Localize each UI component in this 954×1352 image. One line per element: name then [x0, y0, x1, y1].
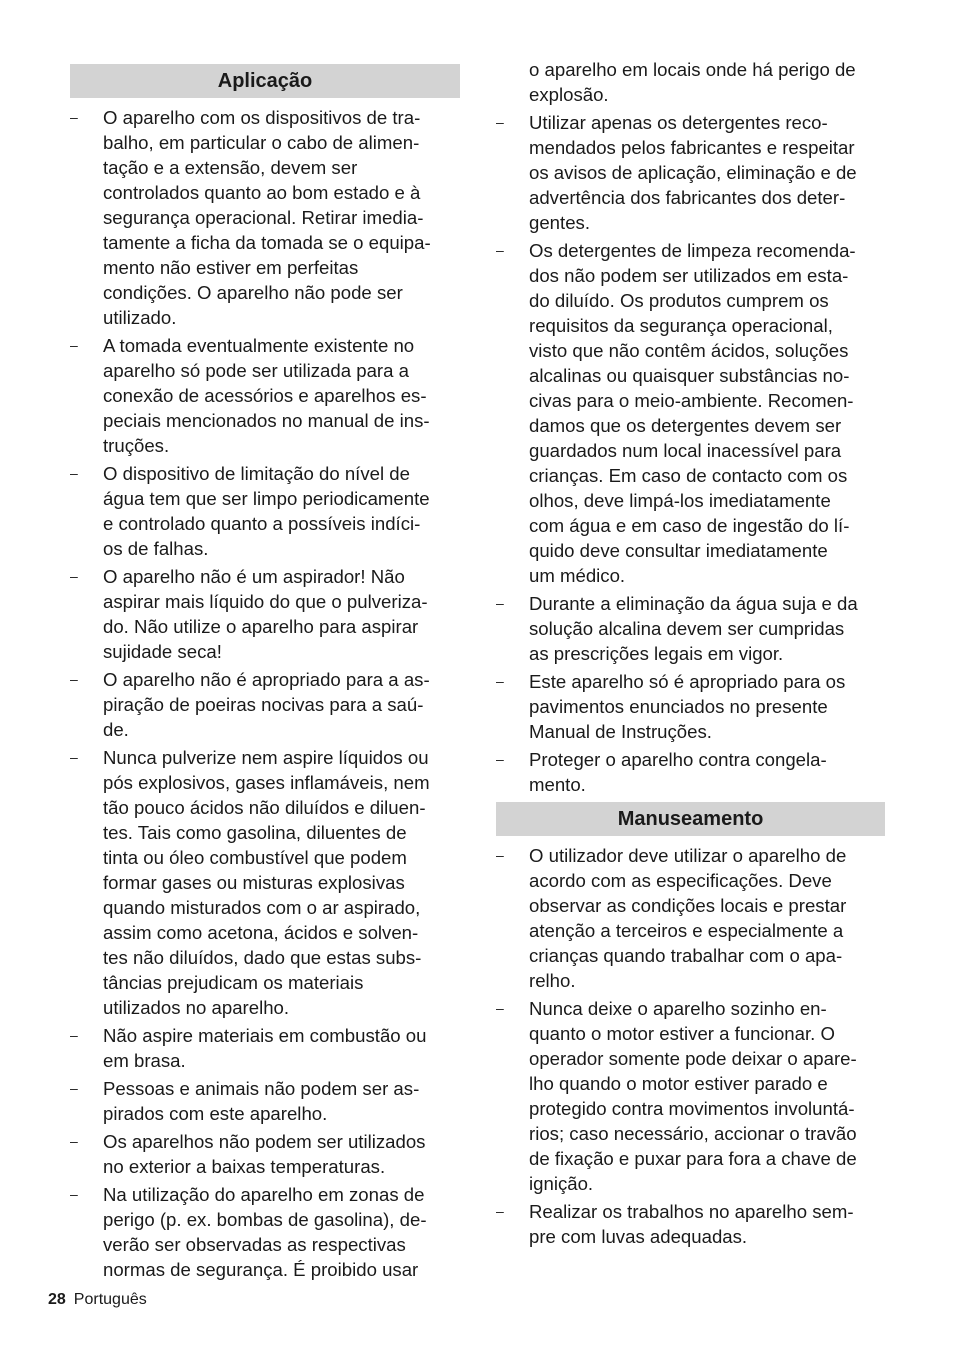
list-item: – Utilizar apenas os detergentes reco- mendados pelos fabricantes e respeitar os avisos de aplicação, eliminação e de advertência dos fabricantes dos deter- gentes.	[496, 112, 857, 233]
list-item: – O aparelho não é apropriado para a as- piração de poeiras nocivas para a saú- de.	[70, 669, 430, 740]
aplicacao-list	[70, 105, 460, 1285]
list-item: – Não aspire materiais em combustão ou em brasa.	[70, 1025, 427, 1071]
list-item-continuation: o aparelho em locais onde há perigo de explosão.	[529, 59, 856, 105]
list-item: – Nunca deixe o aparelho sozinho en- quanto o motor estiver a funcionar. O operador somente pode deixar o apare- lho quando o motor estiver parado e protegido contra movimentos involuntá- rios; caso necessário, accionar o travão de fixação e puxar para fora a chave de ignição.	[496, 998, 857, 1194]
dash-bullet: –	[70, 337, 78, 353]
page-number: 28	[48, 1291, 66, 1308]
list-item: – Realizar os trabalhos no aparelho sem- pre com luvas adequadas.	[496, 1201, 854, 1247]
list-item: – A tomada eventualmente existente no aparelho só pode ser utilizada para a conexão de acessórios e aparelhos es- peciais mencionados no manual de ins- truções.	[70, 335, 430, 456]
dash-bullet: –	[70, 568, 78, 584]
dash-bullet: –	[496, 595, 504, 611]
list-item: – O aparelho com os dispositivos de tra- balho, em particular o cabo de alimen- tação e a extensão, devem ser controlados quanto ao bom estado e à segurança operacional. Retirar imedia- tamente a ficha da tomada se o equipa- mento não estiver em perfeitas condições. O aparelho não pode ser utilizado.	[70, 107, 431, 328]
dash-bullet: –	[70, 109, 78, 125]
section-heading-aplicacao: Aplicação	[70, 64, 460, 98]
list-item: – Durante a eliminação da água suja e da solução alcalina devem ser cumpridas as prescrições legais em vigor.	[496, 593, 858, 664]
list-item: – Os aparelhos não podem ser utilizados no exterior a baixas temperaturas.	[70, 1131, 426, 1177]
list-item: – O aparelho não é um aspirador! Não aspirar mais líquido do que o pulveriza- do. Não utilize o aparelho para aspirar sujidade seca!	[70, 566, 428, 662]
list-item: – Este aparelho só é apropriado para os pavimentos enunciados no presente Manual de Instruções.	[496, 671, 846, 742]
list-item: – O dispositivo de limitação do nível de água tem que ser limpo periodicamente e controlado quanto a possíveis indíci- os de falhas.	[70, 463, 430, 559]
dash-bullet: –	[70, 749, 78, 765]
dash-bullet: –	[496, 847, 504, 863]
dash-bullet: –	[496, 673, 504, 689]
dash-bullet: –	[496, 114, 504, 130]
dash-bullet: –	[70, 1133, 78, 1149]
dash-bullet: –	[70, 1027, 78, 1043]
manuseamento-list	[496, 843, 885, 1252]
aplicacao-list-continued	[496, 57, 885, 800]
dash-bullet: –	[496, 751, 504, 767]
dash-bullet: –	[496, 1000, 504, 1016]
dash-bullet: –	[70, 1186, 78, 1202]
dash-bullet: –	[70, 465, 78, 481]
list-item: – Os detergentes de limpeza recomenda- dos não podem ser utilizados em esta- do diluído. Os produtos cumprem os requisitos da segurança operacional, visto que não contêm ácidos, soluções alcalinas ou quaisquer substâncias no- civas para o meio-ambiente. Recomen- damos que os detergentes devem ser guardados num local inacessível para crianças. Em caso de contacto com os olhos, deve limpá-los imediatamente com água e em caso de ingestão do lí- quido deve consultar imediatamente um médico.	[496, 240, 856, 586]
dash-bullet: –	[496, 1203, 504, 1219]
list-item: – Nunca pulverize nem aspire líquidos ou pós explosivos, gases inflamáveis, nem tão pouco ácidos não diluídos e diluen- tes. Tais como gasolina, diluentes de tinta ou óleo combustível que podem formar gases ou misturas explosivas quando misturados com o ar aspirado, assim como acetona, ácidos e solven- tes não diluídos, dado que estas subs- tâncias prejudicam os materiais utilizados no aparelho.	[70, 747, 430, 1018]
list-item: – O utilizador deve utilizar o aparelho de acordo com as especificações. Deve observar as condições locais e prestar atenção a terceiros e especialmente a crianças quando trabalhar com o apa- relho.	[496, 845, 847, 991]
dash-bullet: –	[70, 1080, 78, 1096]
section-heading-manuseamento: Manuseamento	[496, 802, 885, 836]
list-item: – Pessoas e animais não podem ser as- pirados com este aparelho.	[70, 1078, 420, 1124]
list-item: – Na utilização do aparelho em zonas de perigo (p. ex. bombas de gasolina), de- verão ser observadas as respectivas normas de segurança. É proibido usar	[70, 1184, 427, 1280]
dash-bullet: –	[70, 671, 78, 687]
list-item: – Proteger o aparelho contra congela- mento.	[496, 749, 827, 795]
dash-bullet: –	[496, 242, 504, 258]
page-footer	[48, 1289, 147, 1311]
footer-language: Português	[73, 1291, 147, 1308]
